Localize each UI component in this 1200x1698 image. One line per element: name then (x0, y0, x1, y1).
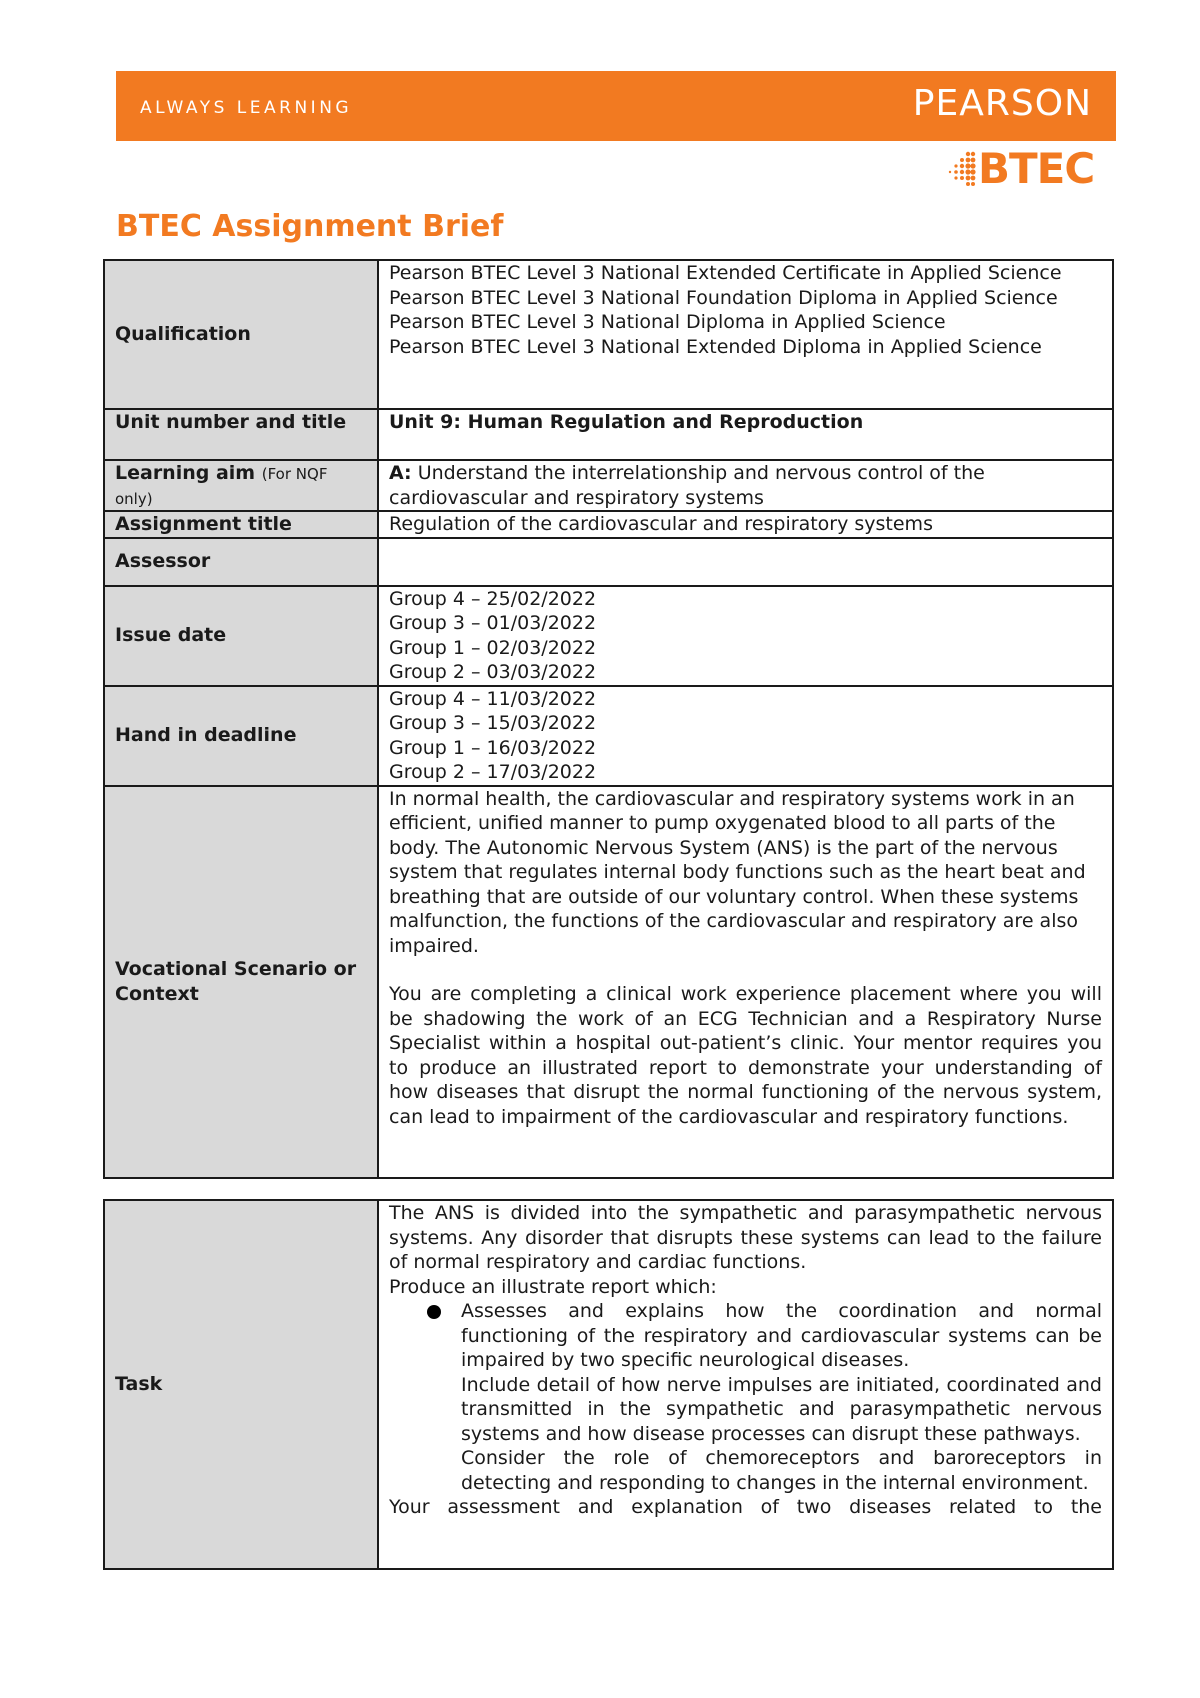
page-title: BTEC Assignment Brief (116, 209, 504, 244)
unit-label: Unit number and title (104, 409, 378, 460)
task-closing: Your assessment and explanation of two diseases related to the (389, 1496, 1102, 1518)
task-detail: Include detail of how nerve impulses are initiated, coordinated and transmitted in the sympathetic and parasympathetic nervous systems and how disease processes can disrupt these pathways. (461, 1373, 1102, 1445)
hand-in-deadline-value (378, 686, 1113, 786)
task-bullet-list (389, 1299, 1102, 1373)
assessor-value (378, 538, 1113, 586)
assignment-brief-table (103, 259, 1114, 1179)
issue-date-line: Group 1 – 02/03/2022 (389, 636, 597, 659)
learning-aim-prefix: A: (389, 462, 412, 484)
deadline-line: Group 4 – 11/03/2022 (389, 687, 597, 710)
qualification-line: Pearson BTEC Level 3 National Extended Certificate in Applied Science (389, 262, 1062, 284)
table-row (104, 1200, 1113, 1569)
pearson-wordmark: PEARSON (912, 83, 1092, 124)
task-label: Task (104, 1200, 378, 1569)
learning-aim-value (378, 460, 1113, 511)
assignment-title-value: Regulation of the cardiovascular and respiratory systems (378, 511, 1113, 538)
assessor-label: Assessor (104, 538, 378, 586)
deadline-line: Group 2 – 17/03/2022 (389, 761, 597, 783)
task-produce: Produce an illustrate report which: (389, 1275, 717, 1298)
list-item (461, 1299, 1102, 1373)
table-row (104, 511, 1113, 538)
deadline-line: Group 3 – 15/03/2022 (389, 712, 597, 734)
btec-logo (946, 144, 1094, 192)
table-row (104, 786, 1113, 1178)
task-table (103, 1199, 1114, 1570)
issue-date-value (378, 586, 1113, 686)
task-bullet-text: Assesses and explains how the coordination and normal functioning of the respiratory and cardiovascular systems can be impaired by two specific neurological diseases. (461, 1300, 1102, 1371)
table-row (104, 586, 1113, 686)
always-learning-banner (116, 71, 1116, 141)
scenario-paragraph: You are completing a clinical work experience placement where you will be shadowing the work of an ECG Technician and a Respiratory Nurse Specialist within a hospital out-patient’s clinic. Your mentor requires you to produce an illustrated report to demonstrate your understanding of how diseases that disrupt the normal functioning of the nervous system, can lead to impairment of the cardiovascular and respiratory functions. (389, 983, 1102, 1128)
table-row (104, 686, 1113, 786)
scenario-paragraph: In normal health, the cardiovascular and respiratory systems work in an efficient, unified manner to pump oxygenated blood to all parts of the body. The Autonomic Nervous System (ANS) is the part of the nervous system that regulates internal body functions such as the heart beat and breathing that are outside of our voluntary control. When these systems malfunction, the functions of the cardiovascular and respiratory are also impaired. (389, 787, 1086, 957)
issue-date-label: Issue date (104, 586, 378, 686)
assignment-title-label: Assignment title (104, 511, 378, 538)
learning-aim-note: (For NQF only) (115, 465, 328, 508)
table-row (104, 538, 1113, 586)
bullet-icon (427, 1305, 441, 1319)
hand-in-deadline-label: Hand in deadline (104, 686, 378, 786)
vocational-scenario-value (378, 786, 1113, 1178)
table-row (104, 409, 1113, 460)
vocational-scenario-label: Vocational Scenario or Context (104, 786, 378, 1178)
table-row (104, 460, 1113, 511)
issue-date-line: Group 4 – 25/02/2022 (389, 587, 597, 610)
learning-aim-label (104, 460, 378, 511)
deadline-line: Group 1 – 16/03/2022 (389, 736, 597, 759)
btec-wordmark: BTEC (978, 143, 1095, 193)
btec-dots-icon (946, 148, 976, 188)
qualification-label: Qualification (104, 260, 378, 409)
qualification-line: Pearson BTEC Level 3 National Foundation Diploma in Applied Science (389, 286, 1058, 309)
learning-aim-text: Understand the interrelationship and nervous control of the cardiovascular and respiratory systems (389, 462, 985, 509)
paragraph-gap (389, 958, 1102, 982)
tagline: ALWAYS LEARNING (140, 98, 353, 118)
learning-aim-label-text: Learning aim (115, 462, 256, 484)
issue-date-line: Group 3 – 01/03/2022 (389, 612, 597, 634)
qualification-value (378, 260, 1113, 409)
unit-value: Unit 9: Human Regulation and Reproduction (378, 409, 1113, 460)
qualification-line: Pearson BTEC Level 3 National Diploma in Applied Science (389, 311, 946, 333)
qualification-line: Pearson BTEC Level 3 National Extended Diploma in Applied Science (389, 335, 1042, 358)
issue-date-line: Group 2 – 03/03/2022 (389, 661, 597, 683)
table-row (104, 260, 1113, 409)
task-intro: The ANS is divided into the sympathetic and parasympathetic nervous systems. Any disorder that disrupts these systems can lead to the failure of normal respiratory and cardiac functions. (389, 1202, 1102, 1273)
task-value (378, 1200, 1113, 1569)
task-detail: Consider the role of chemoreceptors and baroreceptors in detecting and responding to changes in the internal environment. (461, 1447, 1102, 1494)
